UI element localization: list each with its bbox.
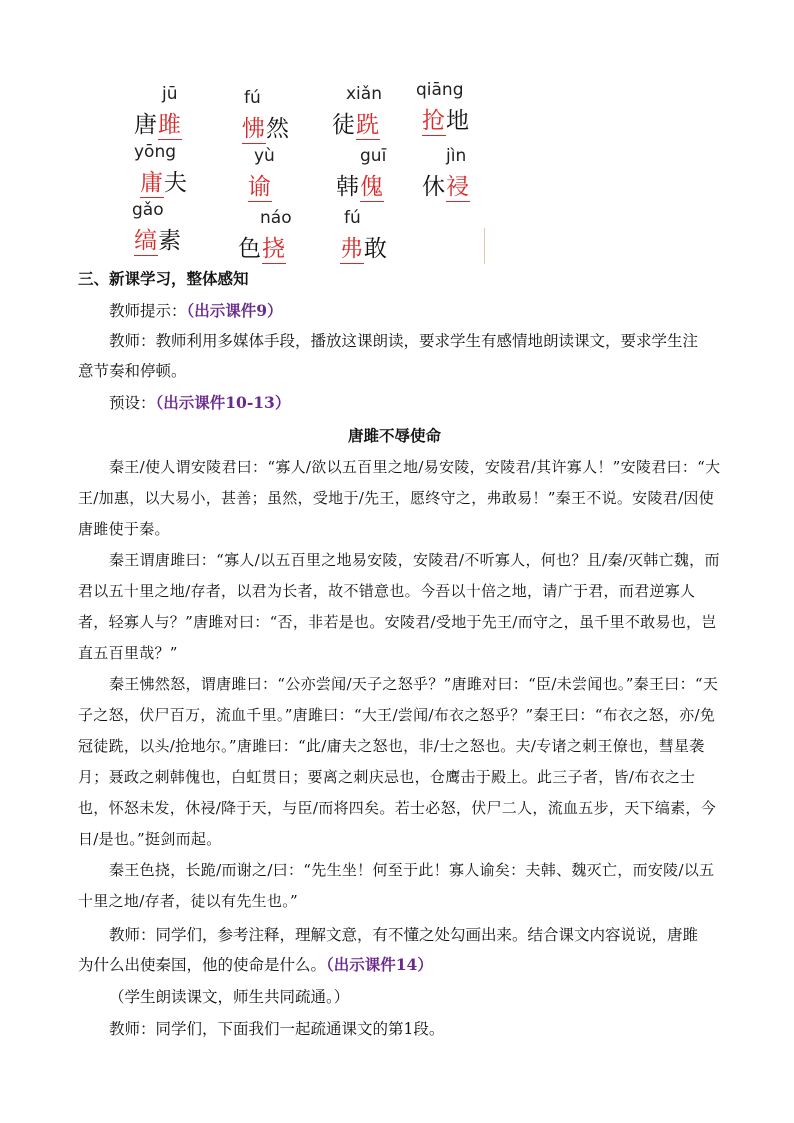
highlighted-char: 跣: [356, 112, 380, 138]
pinyin-item: [422, 146, 542, 206]
preset-label: 预设：: [109, 394, 156, 412]
slide-reference: （出示课件9）: [186, 301, 283, 320]
pinyin: qiāng: [416, 80, 464, 100]
pinyin-item: [416, 80, 542, 140]
pinyin: guī: [360, 146, 387, 166]
pinyin: yōng: [134, 142, 177, 162]
slide-reference: （出示课件10-13）: [155, 393, 291, 412]
teacher-line: 教师：同学们，下面我们一起疏通课文的第1段。: [109, 1020, 445, 1038]
highlighted-char: 抢: [422, 108, 446, 134]
pinyin: yù: [254, 146, 275, 166]
classical-paragraph: 秦王色挠，长跪/而谢之/曰：“先生坐！何至于此！寡人谕矣：夫韩、魏灭亡，而安陵/以五十里之地/存者，徒以有先生也。”: [78, 861, 715, 910]
teacher-line: 教师：教师利用多媒体手段，播放这课朗读，要求学生有感情地朗读课文，要求学生注: [109, 332, 699, 350]
highlighted-char: 祲: [446, 174, 470, 200]
vocab-word: 抢地: [422, 108, 470, 134]
slide-reference: （出示课件14）: [326, 955, 433, 974]
hint-line: [109, 296, 283, 326]
highlighted-char: 雎: [158, 112, 182, 138]
vocab-word: 庸夫: [140, 170, 188, 196]
preset-line: [109, 388, 290, 418]
highlighted-char: 挠: [262, 236, 286, 262]
vocab-word: 徒跣: [332, 112, 380, 138]
highlighted-char: 庸: [140, 170, 164, 196]
pinyin: jū: [162, 84, 178, 104]
divider-line: [484, 228, 485, 264]
highlighted-char: 缟: [134, 228, 158, 254]
classical-paragraph: 秦王怫然怒，谓唐雎曰：“公亦尝闻/天子之怒乎？”唐雎对曰：“臣/未尝闻也。”秦王曰：“天子之怒，伏尸百万，流血千里。”唐雎曰：“大王/尝闻/布衣之怒乎？”秦王曰：“布衣之怒，亦/免冠徒跣，以头/抢地尔。”唐雎曰：“此/庸夫之怒也，非/士之怒也。夫/专诸之刺王僚也，彗星袭月；聂政之刺韩傀也，白虹贯日；要离之刺庆忌也，仓鹰击于殿上。此三子者，皆/布衣之士也，怀怒未发，休祲/降于天，与臣/而将四矣。若士必怒，伏尸二人，流血五步，天下缟素，今日/是也。”挺剑而起。: [78, 675, 719, 848]
vocab-word: 怫然: [242, 116, 290, 142]
pinyin: jìn: [446, 146, 467, 166]
highlighted-char: 傀: [360, 174, 384, 200]
highlighted-char: 怫: [242, 116, 266, 142]
vocab-word: 休祲: [422, 174, 470, 200]
section-heading: 三、新课学习，整体感知: [78, 269, 249, 288]
classical-title: 唐雎不辱使命: [348, 426, 442, 445]
pinyin: fú: [244, 88, 261, 108]
teacher-line: 教师：同学们，参考注释，理解文意，有不懂之处勾画出来。结合课文内容说说，唐雎: [109, 926, 699, 944]
classical-paragraph: 秦王/使人谓安陵君曰：“寡人/欲以五百里之地/易安陵，安陵君/其许寡人！”安陵君曰：“大王/加惠，以大易小，甚善；虽然，受地于/先王，愿终守之，弗敢易！”秦王不说。安陵君/因使唐雎使于秦。: [78, 458, 721, 538]
student-line: （学生朗读课文，师生共同疏通。）: [109, 988, 350, 1006]
vocab-word: [248, 168, 272, 201]
vocab-word: 唐雎: [134, 112, 182, 138]
pinyin-item: [134, 142, 260, 202]
pinyin: xiǎn: [346, 84, 382, 104]
vocab-word: 弗敢: [340, 236, 388, 262]
vocab-word: 色挠: [238, 236, 286, 262]
vocab-word: 缟素: [134, 228, 182, 254]
hint-label: 教师提示：: [109, 302, 187, 320]
teacher-line: 为什么出使秦国，他的使命是什么。（出示课件14）: [78, 955, 433, 974]
pinyin-item: [134, 200, 254, 260]
pinyin: gǎo: [132, 200, 164, 220]
teacher-line: 意节奏和停顿。: [78, 362, 187, 380]
classical-text: [78, 452, 721, 917]
pinyin-item: [134, 84, 254, 144]
highlighted-char: 弗: [340, 236, 364, 262]
pinyin: fú: [344, 208, 361, 228]
vocab-word: 韩傀: [336, 174, 384, 200]
pinyin-item: [340, 208, 460, 268]
highlighted-char: 谕: [248, 174, 272, 200]
classical-paragraph: 秦王谓唐雎曰：“寡人/以五百里之地易安陵，安陵君/不听寡人，何也？且/秦/灭韩亡魏，而君以五十里之地/存者，以君为长者，故不错意也。今吾以十倍之地，请广于君，而君逆寡人者，轻寡人与？”唐雎对曰：“否，非若是也。安陵君/受地于先王/而守之，虽千里不敢易也，岂直五百里哉？”: [78, 551, 720, 662]
pinyin: náo: [260, 208, 292, 228]
